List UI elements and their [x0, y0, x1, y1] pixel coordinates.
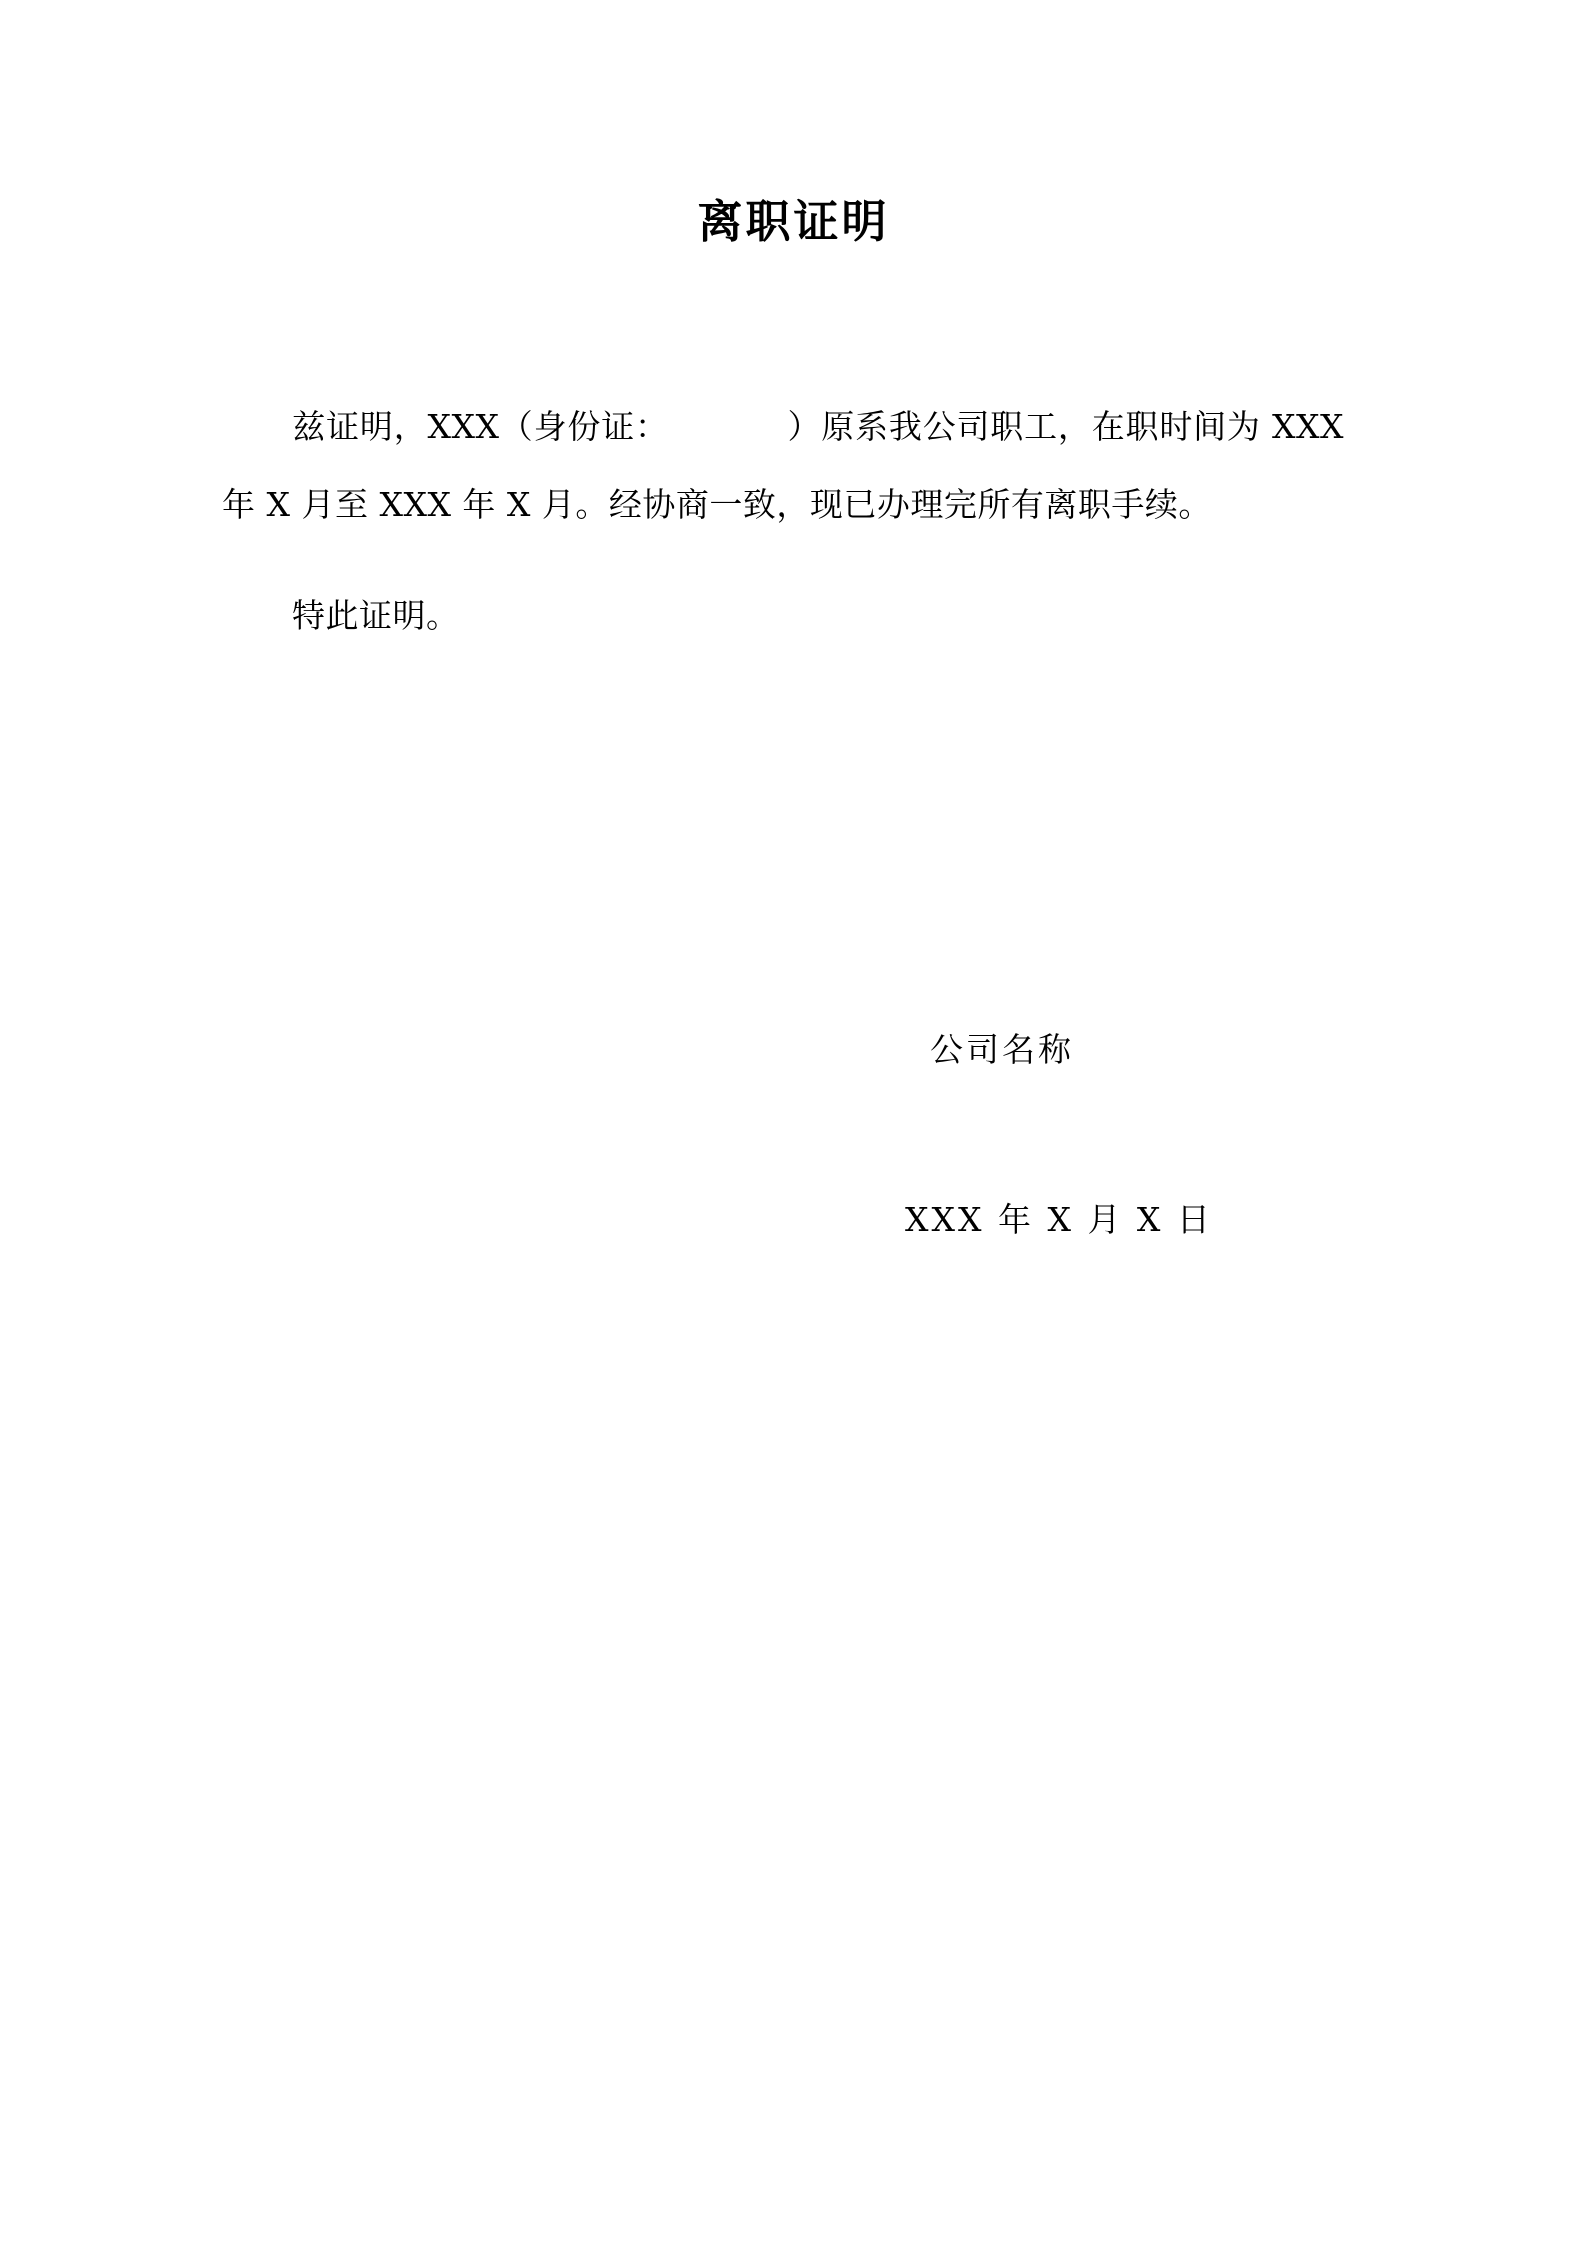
paragraph-text: 兹证明，XXX（身份证： ）原系我公司职工，在职时间为 XXX 年 X 月至 XXX 年 X 月。经协商一致，现已办理完所有离职手续。: [222, 407, 1344, 524]
paragraph: [222, 577, 1344, 655]
signature-company: 公司名称: [930, 1030, 1074, 1069]
paragraph: [222, 388, 1344, 544]
signature-date: XXX 年 X 月 X 日: [905, 1200, 1213, 1239]
signature-block: [0, 1020, 1587, 1250]
paragraph-text: 特此证明。: [292, 596, 460, 635]
page-title: 离职证明: [697, 195, 890, 248]
document-body: [222, 355, 1344, 688]
